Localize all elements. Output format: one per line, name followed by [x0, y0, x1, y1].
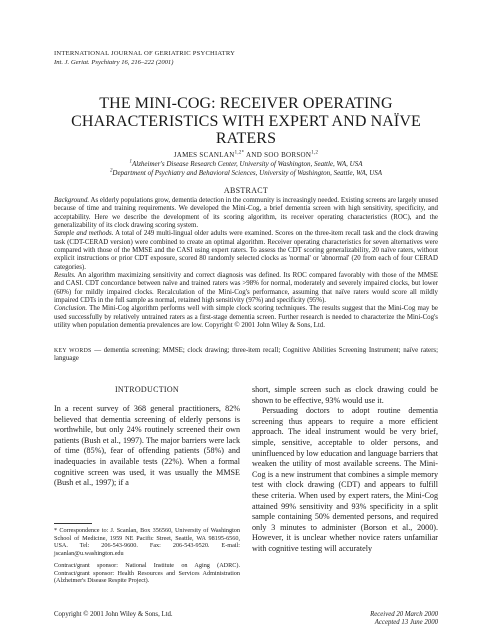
received-dates: [370, 611, 438, 627]
affiliation-2: [40, 169, 452, 178]
correspondence-footnote: * Correspondence to: J. Scanlan, Box 356560, University of Washington School of Medicine, 1959 NE Pacific Street, Seattle, WA 98195-6560, USA. Tel: 206-543-9600. Fax: 206-543-9520. E-mail: jscanlan@u.washington.edu: [54, 527, 240, 558]
abstract-results: [54, 272, 438, 305]
abstract-conclusion-label: Conclusion.: [54, 305, 88, 313]
abstract-methods-label: Sample and methods.: [54, 230, 114, 238]
received-date: Received 20 March 2000: [370, 611, 438, 618]
corresponding-mark: *: [241, 150, 245, 156]
footnote-rule: [54, 523, 92, 524]
affiliation-2-mark: 2: [109, 168, 113, 174]
affiliation-1-text: Alzheimer's Disease Research Center, University of Washington, Seattle, WA, USA: [131, 160, 363, 168]
keywords: [54, 347, 438, 364]
author-borson: AND SOO BORSON: [244, 151, 312, 159]
keywords-text: — dementia screening; MMSE; clock drawing; three-item recall; Cognitive Abilities Screening Instrument; naïve raters; language: [54, 347, 438, 363]
abstract-background-label: Background.: [54, 197, 90, 204]
abstract-background-text: As elderly populations grow, dementia detection in the community is increasingly needed. Existing screens are largely unused because of time and training requirements. We developed the Mini-Cog, a brief dementia screen with high sensitivity, specificity, and acceptability. Here we describe the development of its scoring algorithm, its receiver operating characteristics (ROC), and the generalizability of its clock drawing scoring system.: [54, 197, 438, 230]
article-title: THE MINI-COG: RECEIVER OPERATING CHARACTERISTICS WITH EXPERT AND NAÏVE RATERS: [71, 95, 421, 147]
intro-paragraph-1: In a recent survey of 368 general practitioners, 82% believed that dementia screening of elderly persons is worthwhile, but only 24% routinely screened their own patients (Bush et al., 1997). The major barriers were lack of time (85%), fear of offending patients (58%) and inadequacies in available tests (22%). When a formal cognitive screen was used, it was usually the MMSE (Bush et al., 1997); if a: [54, 404, 240, 488]
affiliation-1-mark: 1: [129, 159, 132, 165]
abstract-conclusion-text: The Mini-Cog algorithm performs well with simple clock scoring techniques. The results suggest that the Mini-Cog may be used successfully by relatively untrained raters as a first-stage dementia screen. Further research is needed to characterize the Mini-Cog's utility when population dementia prevalences are low. Copyright © 2001 John Wiley & Sons, Ltd.: [54, 305, 438, 330]
abstract-body: [54, 197, 438, 331]
abstract-methods: [54, 230, 438, 272]
author-scanlan: JAMES SCANLAN: [173, 151, 235, 159]
right-column: [252, 385, 438, 555]
accepted-date: Accepted 13 June 2000: [374, 619, 438, 627]
footnotes: [54, 527, 240, 589]
right-paragraph-2: Persuading doctors to adopt routine dementia screening thus appears to require a more efficient approach. The ideal instrument would be very brief, simple, sensitive, acceptable to older persons, and uninfluenced by low education and language barriers that weaken the utility of most available screens. The Mini-Cog is a new instrument that combines a simple memory test with clock drawing (CDT) and appears to fulfill these criteria. When used by expert raters, the Mini-Cog attained 99% sensitivity and 93% specificity in a split sample containing 50% demented persons, and required only 3 minutes to administer (Borson et al., 2000). However, it is unclear whether novice raters unfamiliar with cognitive testing will accurately: [252, 406, 438, 553]
journal-name: INTERNATIONAL JOURNAL OF GERIATRIC PSYCHIATRY: [54, 50, 236, 57]
author-borson-affil: 1,2: [311, 150, 319, 156]
abstract-methods-text: A total of 249 multi-lingual older adults were examined. Scores on the three-item recall task and the clock drawing task (CDT-CERAD version) were combined to create an optimal algorithm. Receiver operating characteristics for seven alternatives were compared with those of the MMSE and the CASI using expert raters. To assess the CDT scoring generalizability, 20 naïve raters, without explicit instructions or prior CDT exposure, scored 80 randomly selected clocks as 'normal' or 'abnormal' (20 from each of four CERAD categories).: [54, 230, 438, 271]
introduction-heading: INTRODUCTION: [114, 385, 180, 394]
right-paragraph-1: short, simple screen such as clock drawing could be shown to be effective, 93% would use it.: [252, 385, 438, 405]
abstract-conclusion: [54, 305, 438, 330]
abstract-background: [54, 197, 438, 230]
affiliation-2-text: Department of Psychiatry and Behavioral Sciences, University of Washington, Seattle, WA, USA: [112, 169, 383, 177]
journal-citation: Int. J. Geriat. Psychiatry 16, 216–222 (2001): [54, 59, 174, 66]
left-column: [54, 404, 240, 489]
affiliation-1: [40, 160, 452, 169]
copyright-line: Copyright © 2001 John Wiley & Sons, Ltd.: [54, 611, 173, 618]
author-scanlan-affil: 1,2: [234, 150, 242, 156]
keywords-label: KEY WORDS: [54, 348, 92, 354]
sponsor-footnote: Contract/grant sponsor: National Institute on Aging (ADRC). Contract/grant sponsor: Health Resources and Services Administration (Alzheimer's Disease Respite Project).: [54, 561, 240, 585]
abstract-heading: ABSTRACT: [223, 186, 269, 195]
author-line: [40, 151, 452, 160]
abstract-results-label: Results.: [54, 272, 76, 280]
abstract-results-text: An algorithm maximizing sensitivity and correct diagnosis was defined. Its ROC compared favorably with those of the MMSE and CASI. CDT concordance between naïve and trained raters was >98% for normal, moderately and severely impaired clocks, but lower (60%) for mildly impaired clocks. Recalculation of the Mini-Cog's performance, assuming that naïve raters would score all mildly impaired CDTs in the full sample as normal, retained high sensitivity (97%) and specificity (95%).: [54, 272, 438, 305]
